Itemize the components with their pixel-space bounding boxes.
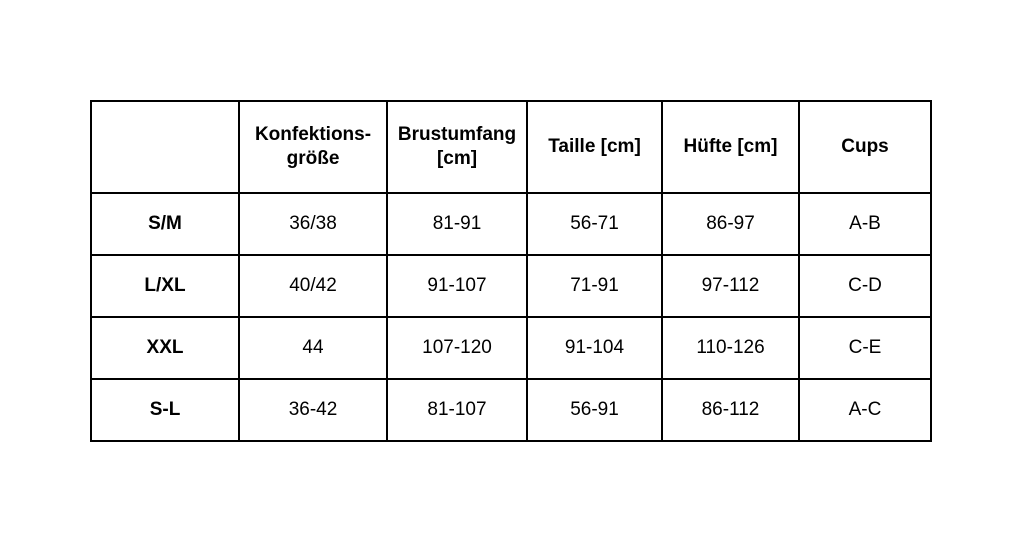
cell-taille: 56-71: [527, 193, 662, 255]
column-header-konfektionsgroesse: Konfektions-größe: [239, 101, 387, 193]
cell-brustumfang: 91-107: [387, 255, 527, 317]
cell-cups: C-D: [799, 255, 931, 317]
table-body: [91, 193, 931, 441]
cell-brustumfang: 81-107: [387, 379, 527, 441]
row-label: XXL: [91, 317, 239, 379]
cell-cups: A-B: [799, 193, 931, 255]
cell-huefte: 110-126: [662, 317, 799, 379]
row-label: S/M: [91, 193, 239, 255]
table-row: [91, 255, 931, 317]
table-header: [91, 101, 931, 193]
cell-taille: 71-91: [527, 255, 662, 317]
cell-taille: 56-91: [527, 379, 662, 441]
column-header-huefte: Hüfte [cm]: [662, 101, 799, 193]
table-row: [91, 379, 931, 441]
table-row: [91, 317, 931, 379]
cell-konfektionsgroesse: 40/42: [239, 255, 387, 317]
table-row: [91, 193, 931, 255]
row-label: L/XL: [91, 255, 239, 317]
cell-cups: A-C: [799, 379, 931, 441]
table-header-row: [91, 101, 931, 193]
cell-cups: C-E: [799, 317, 931, 379]
size-chart-table: [90, 100, 932, 442]
column-header-cups: Cups: [799, 101, 931, 193]
cell-huefte: 97-112: [662, 255, 799, 317]
cell-konfektionsgroesse: 36-42: [239, 379, 387, 441]
cell-konfektionsgroesse: 36/38: [239, 193, 387, 255]
row-label: S-L: [91, 379, 239, 441]
size-chart-container: [90, 100, 930, 442]
cell-konfektionsgroesse: 44: [239, 317, 387, 379]
column-header-brustumfang: Brustumfang [cm]: [387, 101, 527, 193]
cell-huefte: 86-112: [662, 379, 799, 441]
cell-huefte: 86-97: [662, 193, 799, 255]
column-header-blank: [91, 101, 239, 193]
cell-brustumfang: 107-120: [387, 317, 527, 379]
column-header-taille: Taille [cm]: [527, 101, 662, 193]
cell-taille: 91-104: [527, 317, 662, 379]
cell-brustumfang: 81-91: [387, 193, 527, 255]
